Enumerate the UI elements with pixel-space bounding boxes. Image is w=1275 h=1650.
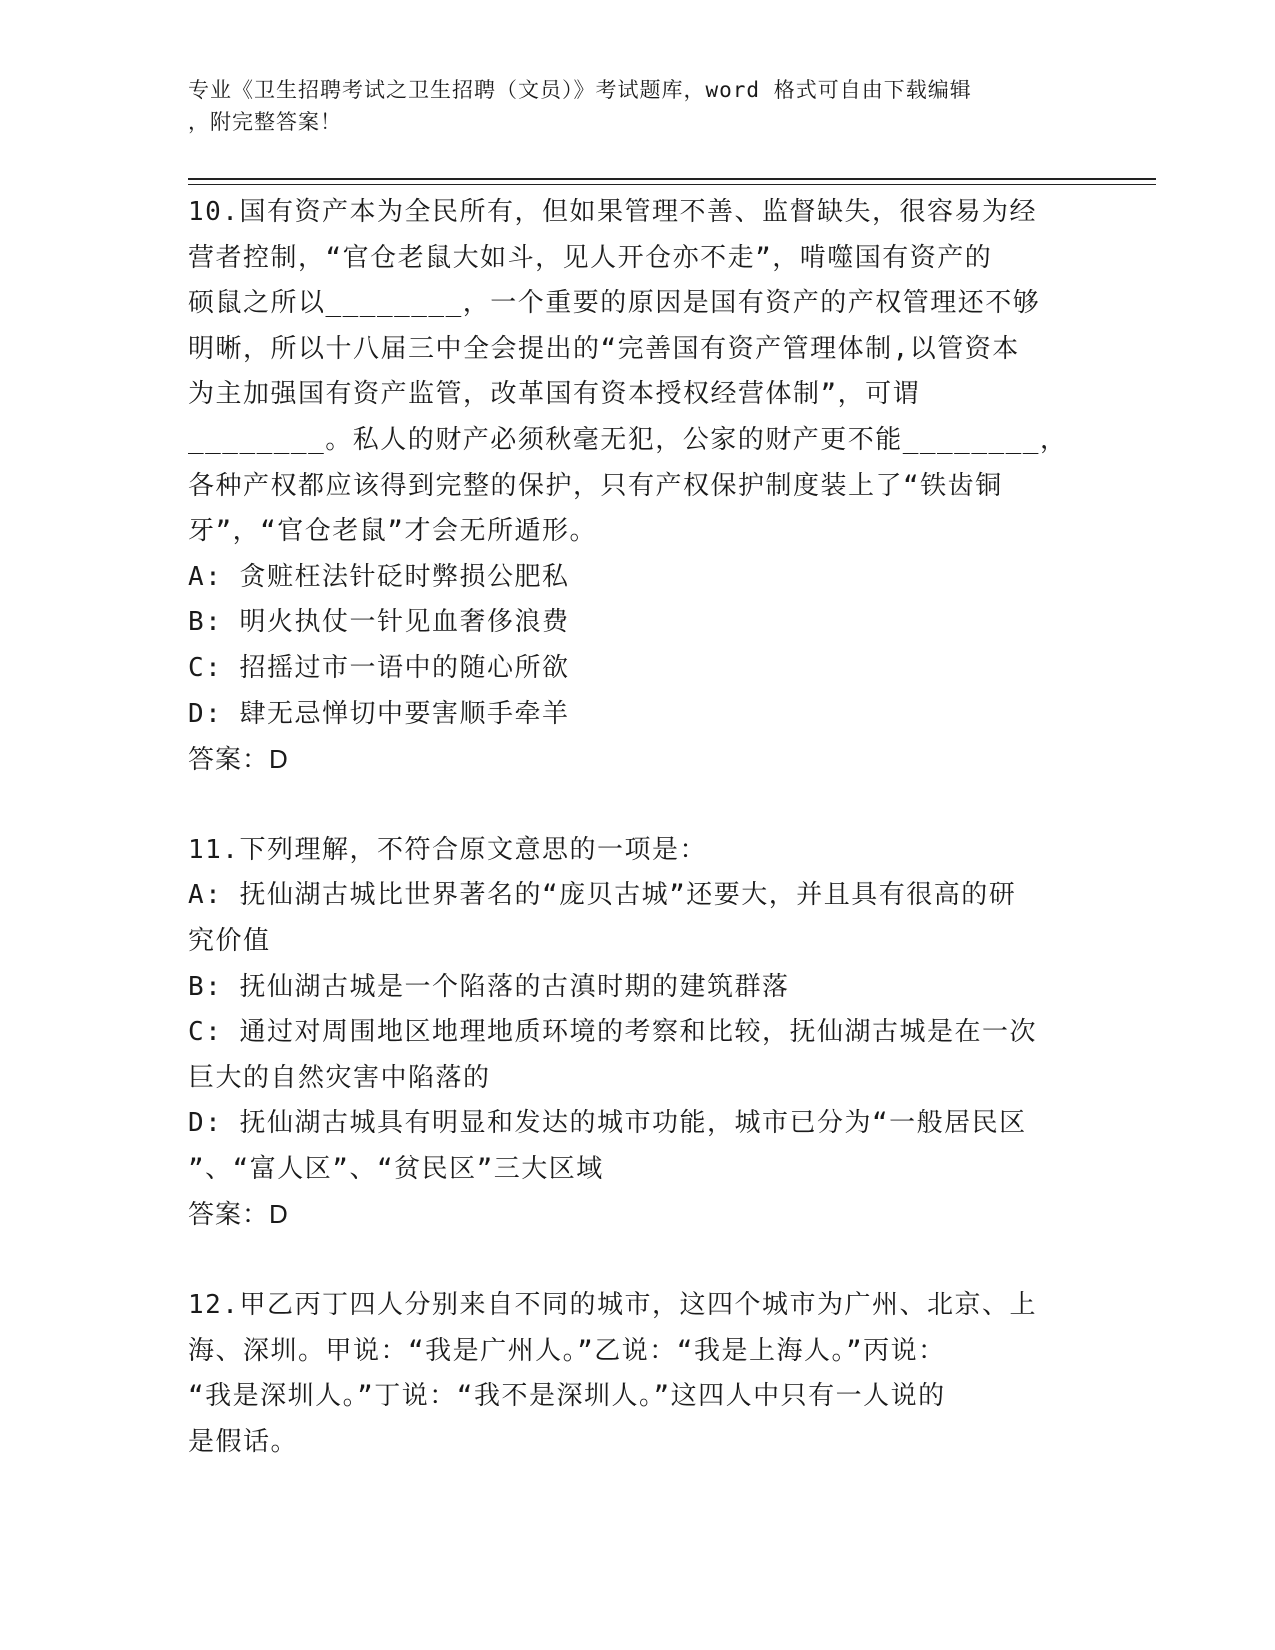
option-line: A: 抚仙湖古城比世界著名的“庞贝古城”还要大，并且具有很高的研 (188, 880, 1017, 911)
option-a (188, 873, 1088, 964)
question-spacer (188, 783, 1088, 828)
stem-line: 明晰，所以十八届三中全会提出的“完善国有资产管理体制,以管资本 (188, 333, 1020, 364)
option-b: B: 抚仙湖古城是一个陷落的古滇时期的建筑群落 (188, 971, 790, 1002)
stem-line: “我是深圳人。”丁说：“我不是深圳人。”这四人中只有一人说的 (188, 1381, 946, 1412)
stem-line: 为主加强国有资产监管，改革国有资本授权经营体制”，可谓 (188, 379, 921, 410)
question-spacer (188, 1238, 1088, 1283)
option-line: ”、“富人区”、“贫民区”三大区域 (188, 1153, 604, 1184)
header-divider-thick (188, 178, 1156, 180)
stem-line: 是假话。 (188, 1426, 299, 1457)
stem-line: 10.国有资产本为全民所有，但如果管理不善、监督缺失，很容易为经 (188, 197, 1037, 227)
question-stem (188, 1283, 1088, 1465)
question-stem (188, 190, 1088, 555)
option-line: C: 通过对周围地区地理地质环境的考察和比较，抚仙湖古城是在一次 (188, 1017, 1037, 1048)
stem-line: 营者控制，“官仓老鼠大如斗，见人开仓亦不走”，啃噬国有资产的 (188, 242, 993, 273)
question-12 (188, 1283, 1088, 1465)
question-10 (188, 190, 1088, 783)
question-stem (188, 828, 1088, 874)
stem-line: 12.甲乙丙丁四人分别来自不同的城市，这四个城市为广州、北京、上 (188, 1290, 1037, 1321)
stem-line: 各种产权都应该得到完整的保护，只有产权保护制度装上了“铁齿铜 (188, 470, 1003, 501)
option-d (188, 1101, 1088, 1192)
question-11 (188, 828, 1088, 1238)
header-line-1: 专业《卫生招聘考试之卫生招聘（文员）》考试题库，word 格式可自由下载编辑 (188, 78, 972, 102)
stem-line: 海、深圳。甲说：“我是广州人。”乙说：“我是上海人。”丙说： (188, 1335, 946, 1366)
stem-line: 11.下列理解，不符合原文意思的一项是： (188, 834, 707, 865)
option-a: A: 贪赃枉法针砭时弊损公肥私 (188, 561, 570, 592)
header-divider-thin (188, 184, 1156, 185)
question-list (188, 190, 1088, 1465)
stem-line: ________。私人的财产必须秋毫无犯，公家的财产更不能________， (188, 424, 1068, 455)
answer-line: 答案：D (188, 1199, 289, 1230)
header-line-2: ，附完整答案！ (188, 110, 342, 134)
answer-line: 答案：D (188, 744, 289, 775)
option-line: 巨大的自然灾害中陷落的 (188, 1062, 491, 1093)
stem-line: 硕鼠之所以________，一个重要的原因是国有资产的产权管理还不够 (188, 288, 1041, 319)
option-c: C: 招摇过市一语中的随心所欲 (188, 652, 570, 683)
option-line: D: 抚仙湖古城具有明显和发达的城市功能，城市已分为“一般居民区 (188, 1108, 1027, 1139)
option-c (188, 1010, 1088, 1101)
stem-line: 牙”，“官仓老鼠”才会无所遁形。 (188, 516, 597, 547)
option-b: B: 明火执仗一针见血奢侈浪费 (188, 607, 570, 638)
option-d: D: 肆无忌惮切中要害顺手牵羊 (188, 698, 570, 729)
document-header (188, 74, 1068, 138)
option-line: 究价值 (188, 925, 271, 956)
